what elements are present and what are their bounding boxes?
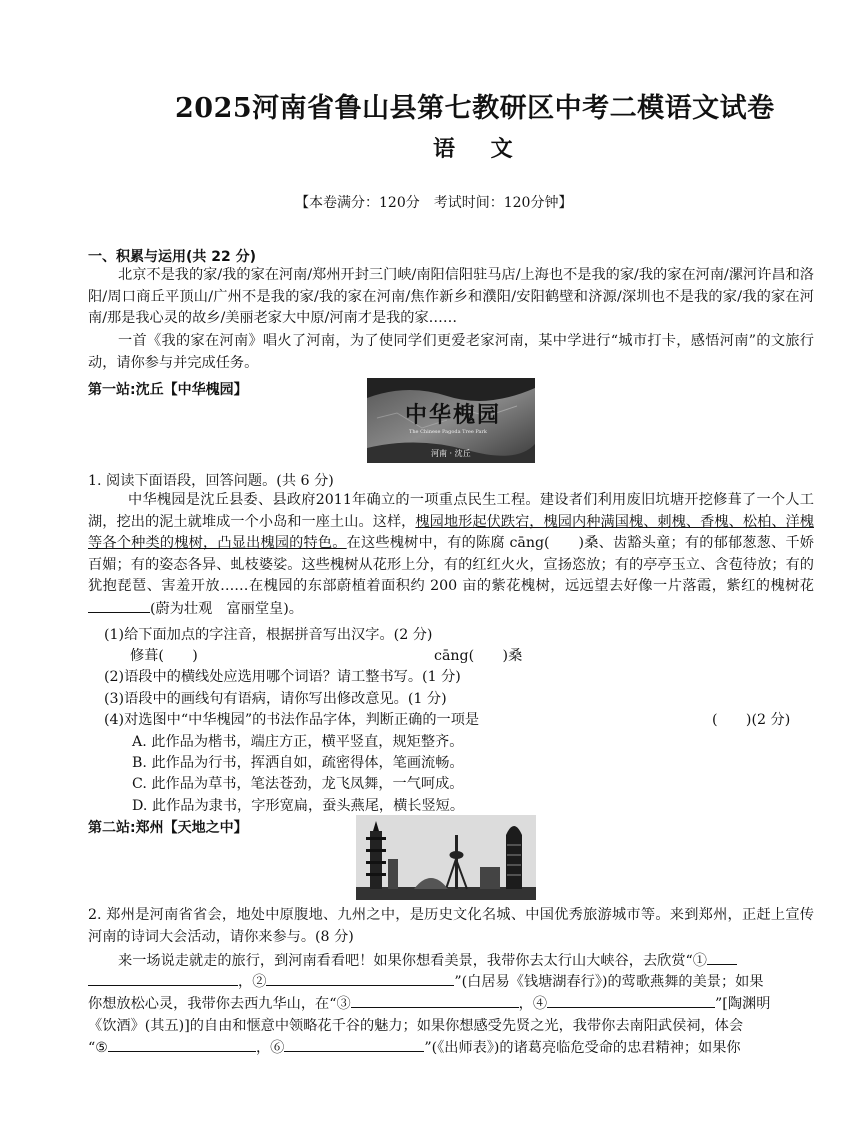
q2-blank-3 [351, 993, 519, 1008]
q1-sub1-b: cāng( )桑 [434, 648, 523, 664]
q2-stem: 2. 郑州是河南省省会，地处中原腹地、九州之中，是历史文化名城、中国优秀旅游城市等。来到郑州，正赶上宣传河南的诗词大会活动，请你来参与。(8 分) [88, 907, 814, 945]
q2-text-3a: 你想放松心灵，我带你去西九华山，在“③ [88, 996, 351, 1013]
q2-blank-2 [266, 971, 454, 986]
station1-label: 第一站:沈丘【中华槐园】 [88, 382, 248, 398]
q1-option-c: C. 此作品为草书，笔法苍劲，龙飞凤舞，一气呵成。 [132, 776, 464, 792]
q1-stem: 1. 阅读下面语段，回答问题。(共 6 分) [88, 473, 334, 489]
q2-text-2b: ”(白居易《钱塘湖春行》)的莺歌燕舞的美景；如果 [454, 974, 764, 991]
q2-text-5c: ”(《出师表》)的诸葛亮临危受命的忠君精神；如果你 [424, 1040, 741, 1057]
q2-text-5b: ，⑥ [255, 1040, 285, 1057]
q1-passage [88, 490, 814, 620]
q2-line3 [88, 993, 770, 1013]
q1-blank [88, 598, 150, 613]
q1-option-d: D. 此作品为隶书，字形宽扁，蚕头燕尾，横长竖短。 [132, 798, 465, 814]
q2-text-3c: ”[陶渊明 [715, 996, 771, 1013]
q1-sub1-a: 修葺( ) [130, 648, 198, 664]
pagoda-park-stone-photo [367, 378, 535, 463]
q2-line2 [88, 971, 764, 991]
stone-carving-text: 中华槐园 [405, 402, 502, 428]
q2-blank-6 [284, 1037, 424, 1052]
q2-line5 [88, 1037, 741, 1057]
q2-blank-4 [547, 993, 715, 1008]
q1-passage-part-c: (蔚为壮观 富丽堂皇)。 [150, 600, 303, 617]
stone-english-text: The Chinese Pagoda Tree Park [409, 429, 487, 435]
q2-text-1: 来一场说走就走的旅行，到河南看看吧！如果你想看美景，我带你去太行山大峡谷，去欣赏“① [118, 953, 707, 970]
q1-option-a: A. 此作品为楷书，端庄方正，横平竖直，规矩整齐。 [132, 734, 464, 750]
q1-sub2: (2)语段中的横线处应选用哪个词语？请工整书写。(1 分) [104, 669, 461, 685]
q2-blank-1b [88, 971, 238, 986]
q2-blank-5 [108, 1037, 256, 1052]
q2-text-2a: ，② [238, 974, 267, 991]
q2-blank-1a [707, 950, 737, 965]
q1-sub3: (3)语段中的画线句有语病，请你写出修改意见。(1 分) [104, 691, 447, 707]
section-intro: 一首《我的家在河南》唱火了河南，为了使同学们更爱老家河南，某中学进行“城市打卡，感悟河南”的文旅行动，请你参与并完成任务。 [88, 333, 814, 371]
station2-label: 第二站:郑州【天地之中】 [88, 820, 248, 836]
q1-option-b: B. 此作品为行书，挥洒自如，疏密得体，笔画流畅。 [132, 755, 464, 771]
q2-line4: 《饮酒》(其五)]的自由和惬意中领略花千谷的魅力；如果你想感受先贤之光，我带你去南阳武侯祠，体会 [88, 1018, 744, 1034]
section-heading: 一、积累与运用(共 22 分) [88, 249, 257, 265]
q1-sub4-mark: ( )(2 分) [712, 712, 791, 728]
q2-line1 [118, 950, 737, 970]
q1-sub1: (1)给下面加点的字注音，根据拼音写出汉字。(2 分) [104, 627, 433, 643]
page-title: 2025河南省鲁山县第七教研区中考二模语文试卷 [175, 93, 775, 124]
q2-text-3b: ，④ [518, 996, 548, 1013]
q2-text-5a: “⑤ [88, 1040, 108, 1057]
stone-caption: 河南 · 沈丘 [431, 449, 471, 458]
q1-sub4: (4)对选图中“中华槐园”的书法作品字体，判断正确的一项是 [104, 712, 480, 728]
q1-underlined-sentence: 槐园地形起伏跌宕，槐园内种满国槐、刺槐、香槐、松柏、洋槐等各个种类的槐树，凸显出槐园的特色。 [88, 513, 814, 551]
poem-lyrics: 北京不是我的家/我的家在河南/郑州开封三门峡/南阳信阳驻马店/上海也不是我的家/我的家在河南/漯河许昌和洛阳/周口商丘平顶山/广州不是我的家/我的家在河南/焦作新乡和濮阳/安阳鹤壁和济源/深圳也不是我的家/我的家在河南/那是我心灵的故乡/美丽老家大中原/河南才是我的家…… [88, 267, 814, 326]
exam-meta: 【本卷满分：120分 考试时间：120分钟】 [295, 195, 573, 211]
zhengzhou-skyline-photo [356, 815, 536, 900]
q1-passage-part-a: 中华槐园是沈丘县委、县政府2011年确立的一项重点民生工程。建设者们利用废旧坑塘开挖修葺了一个人工湖，挖出的泥土就堆成一个小岛和一座土山。这样， [88, 492, 814, 530]
subject-title: 语 文 [433, 136, 527, 162]
q1-passage-part-b: 在这些槐树中，有的陈腐 cāng( )桑、齿豁头童；有的郁郁葱葱、千娇百媚；有的姿态各异、虬枝婆娑。这些槐树从花形上分，有的红红火火，宣扬恣放；有的亭亭玉立、含苞待放；有的犹抱琵琶、害羞开放……在槐园的东部蔚植着面积约 200 亩的紫花槐树，远远望去好像一片落霞，紫红的槐树花 [88, 535, 814, 594]
